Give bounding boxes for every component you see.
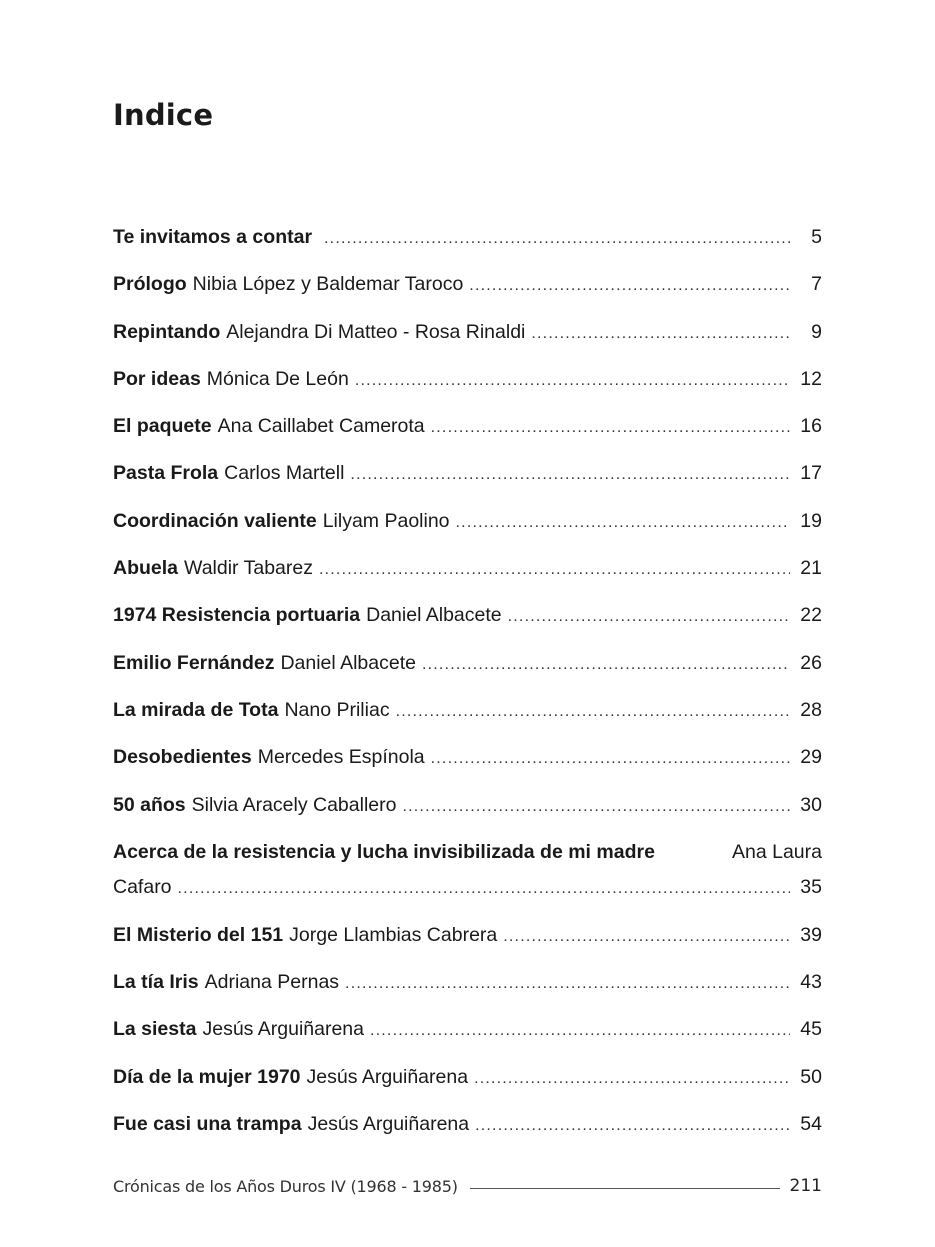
toc-entry[interactable]	[113, 269, 822, 316]
dot-leader	[503, 922, 790, 952]
toc-entry[interactable]	[113, 222, 822, 269]
toc-entry-page: 22	[800, 604, 822, 627]
toc-entry-title: Día de la mujer 1970	[113, 1065, 301, 1088]
toc-entry-author: Jesús Arguiñarena	[307, 1113, 470, 1136]
dot-leader	[178, 874, 790, 904]
dot-leader	[345, 969, 790, 999]
toc-entry-author: Waldir Tabarez	[184, 557, 313, 580]
toc-entry-author: Nibia López y Baldemar Taroco	[192, 273, 464, 296]
toc-entry[interactable]	[113, 317, 822, 364]
dot-leader	[508, 602, 790, 632]
toc-entry-title: El Misterio del 151	[113, 923, 284, 946]
toc-entry-page: 30	[800, 793, 822, 816]
toc-entry[interactable]	[113, 790, 822, 837]
dot-leader	[475, 1111, 790, 1141]
toc-entry-title: Te invitamos a contar	[113, 226, 313, 248]
toc-entry-page: 21	[800, 557, 822, 580]
toc-entry[interactable]	[113, 695, 822, 742]
toc-entry-page: 9	[811, 320, 822, 343]
toc-entry[interactable]	[113, 742, 822, 789]
dot-leader	[422, 650, 790, 680]
running-footer-title: Crónicas de los Años Duros IV (1968 - 1985)	[113, 1176, 458, 1196]
dot-leader	[469, 271, 790, 301]
dot-leader	[531, 319, 790, 349]
toc-entry-title: Desobedientes	[113, 746, 252, 769]
toc-entry[interactable]	[113, 648, 822, 695]
toc-entry-title: Prólogo	[113, 273, 187, 296]
toc-entry[interactable]	[113, 1014, 822, 1061]
toc-entry-title: Pasta Frola	[113, 462, 219, 485]
toc-entry-page: 35	[800, 875, 822, 898]
toc-entry-title: Coordinación valiente	[113, 509, 317, 532]
dot-leader	[431, 744, 790, 774]
toc-entry[interactable]	[113, 458, 822, 505]
toc-entry[interactable]	[113, 600, 822, 647]
page-number: 211	[789, 1176, 822, 1196]
toc-entry[interactable]	[113, 364, 822, 411]
toc-entry-author: Daniel Albacete	[366, 604, 502, 627]
toc-entry-author: Adriana Pernas	[204, 971, 340, 994]
toc-entry-author: Lilyam Paolino	[322, 509, 450, 532]
toc-entry-author-continued: Cafaro	[113, 875, 172, 898]
dot-leader	[456, 508, 790, 538]
dot-leader	[350, 460, 790, 490]
toc-entry-title: 1974 Resistencia portuaria	[113, 604, 361, 627]
toc-entry-author: Silvia Aracely Caballero	[191, 793, 397, 816]
toc-entry[interactable]	[113, 553, 822, 600]
toc-entry-title: La mirada de Tota	[113, 698, 279, 721]
toc-entry-author: Ana Laura	[732, 840, 822, 863]
toc-entry[interactable]	[113, 1062, 822, 1109]
toc-entry[interactable]	[113, 837, 822, 920]
toc-entry-author: Mercedes Espínola	[257, 746, 425, 769]
toc-entry-title: La siesta	[113, 1018, 197, 1041]
toc-entry-page: 50	[800, 1065, 822, 1088]
toc-entry-title: La tía Iris	[113, 971, 199, 994]
toc-entry[interactable]	[113, 506, 822, 553]
toc-entry-author: Mónica De León	[206, 367, 349, 390]
toc-entry-page: 45	[800, 1018, 822, 1041]
dot-leader	[370, 1016, 790, 1046]
toc-entry-page: 29	[800, 746, 822, 769]
toc-entry-title: Por ideas	[113, 367, 201, 390]
toc-entry-title: Repintando	[113, 320, 221, 343]
dot-leader	[319, 555, 790, 585]
toc-entry-title: Acerca de la resistencia y lucha invisibilizada de mi madre	[113, 840, 655, 863]
toc-entry-page: 43	[800, 971, 822, 994]
dot-leader	[474, 1064, 790, 1094]
toc-entry-page: 39	[800, 923, 822, 946]
page-footer	[113, 1176, 822, 1196]
toc-entry-title: Abuela	[113, 557, 179, 580]
toc-entry-page: 28	[800, 698, 822, 721]
toc-entry-page: 16	[800, 415, 822, 438]
toc-entry-author: Carlos Martell	[224, 462, 345, 485]
toc-entry-author: Jesús Arguiñarena	[202, 1018, 364, 1041]
dot-leader	[324, 224, 790, 254]
page-title: Indice	[113, 98, 214, 132]
toc-entry-title: 50 años	[113, 793, 186, 816]
toc-entry-page: 5	[811, 226, 822, 248]
toc-entry-page: 17	[800, 462, 822, 485]
toc-entry-page: 19	[800, 509, 822, 532]
dot-leader	[431, 413, 790, 443]
toc-entry-author: Ana Caillabet Camerota	[217, 415, 425, 438]
toc-entry-page: 7	[811, 273, 822, 296]
toc-entry-author: Jorge Llambias Cabrera	[289, 923, 498, 946]
toc-entry-page: 12	[800, 367, 822, 390]
table-of-contents	[113, 222, 822, 1156]
toc-entry-page: 26	[800, 651, 822, 674]
toc-entry-title: Emilio Fernández	[113, 651, 275, 674]
toc-entry-author: Jesús Arguiñarena	[306, 1065, 469, 1088]
toc-entry-title: Fue casi una trampa	[113, 1113, 302, 1136]
toc-entry[interactable]	[113, 1109, 822, 1156]
toc-entry-page: 54	[800, 1113, 822, 1136]
toc-entry[interactable]	[113, 967, 822, 1014]
toc-entry-title: El paquete	[113, 415, 212, 438]
dot-leader	[402, 792, 790, 822]
toc-entry-author: Nano Priliac	[284, 698, 390, 721]
toc-entry[interactable]	[113, 411, 822, 458]
footer-rule	[470, 1188, 780, 1189]
dot-leader	[355, 366, 790, 396]
toc-entry-author: Daniel Albacete	[280, 651, 416, 674]
toc-entry-author: Alejandra Di Matteo - Rosa Rinaldi	[226, 320, 526, 343]
toc-entry[interactable]	[113, 920, 822, 967]
dot-leader	[396, 697, 790, 727]
